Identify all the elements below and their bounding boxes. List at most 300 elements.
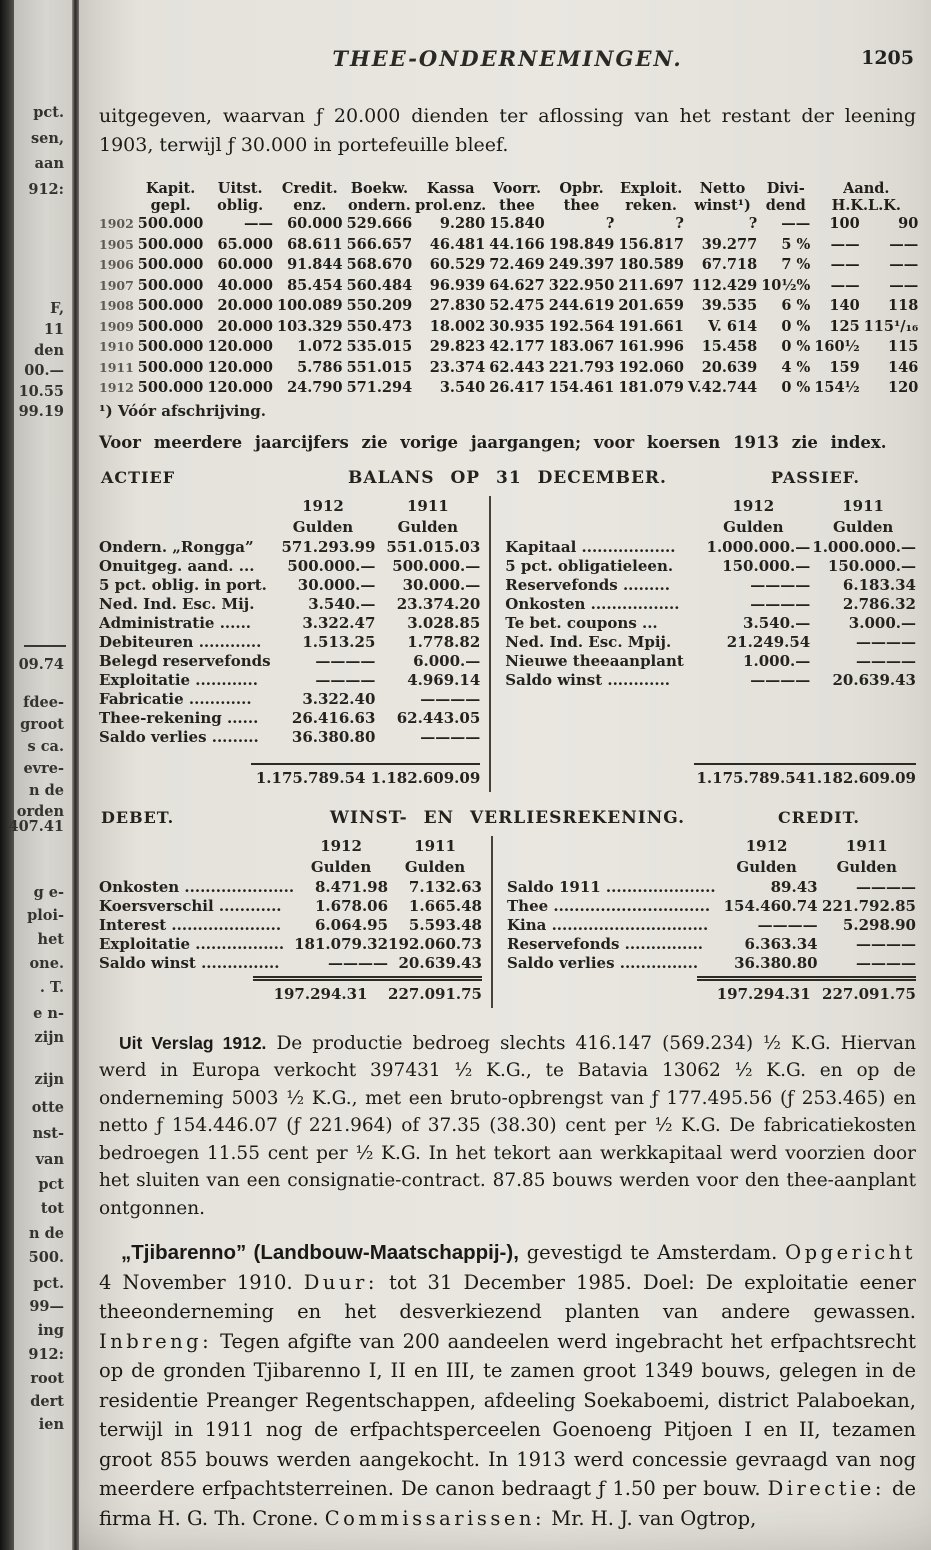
value-cell: 161.996 (618, 338, 684, 355)
currency-header: Gulden (397, 517, 459, 536)
currency-header: Gulden (736, 857, 797, 876)
currency-header-row (507, 857, 916, 878)
value-cell: 1.778.82 (407, 632, 481, 651)
value-cell: 8.471.98 (314, 877, 389, 896)
value-cell: ———— (315, 651, 376, 670)
value-cell: ———— (420, 689, 481, 708)
column-header: reken. (625, 197, 677, 214)
value-cell: ———— (315, 670, 376, 689)
value-cell: 91.844 (287, 256, 343, 273)
value-cell: 1.665.48 (408, 896, 482, 915)
value-cell: 500.000 (137, 235, 204, 253)
value-cell: 6.000.— (413, 651, 481, 670)
margin-text-fragment: pct. (33, 1275, 64, 1292)
row-label: Saldo verlies ............... (507, 953, 699, 972)
value-cell: V.42.744 (687, 379, 758, 396)
year-cell: 1906 (99, 257, 134, 272)
table-row (507, 897, 916, 916)
row-label: Fabricatie ............ (99, 689, 252, 708)
passief-total-row (505, 763, 916, 792)
value-cell: 1.072 (297, 338, 343, 355)
row-label: Reservefonds ............... (507, 934, 704, 953)
value-cell: 89.43 (770, 877, 818, 896)
margin-text-fragment: van (35, 1151, 64, 1168)
value-cell: V. 614 (708, 317, 758, 335)
value-cell: 211.697 (618, 276, 684, 294)
value-cell: —— (830, 276, 860, 294)
value-cell: 46.481 (429, 235, 486, 253)
value-cell: 120 (888, 379, 919, 396)
value-cell: 1.000.000.— (706, 537, 811, 556)
value-cell: 72.469 (489, 256, 545, 273)
row-label: Onkosten ..................... (99, 877, 295, 896)
column-header: enz. (293, 197, 327, 214)
passief-label: PASSIEF. (770, 467, 860, 487)
currency-header: Gulden (832, 517, 894, 536)
value-cell: 42.177 (489, 338, 545, 355)
year-header: 1912 (732, 496, 775, 515)
column-header: thee (499, 197, 535, 214)
column-header: Aand. (843, 180, 890, 197)
value-cell: 115 (888, 338, 919, 355)
value-cell: 180.589 (618, 256, 684, 273)
value-cell: 6.363.34 (744, 934, 818, 953)
credit-total-row (507, 976, 916, 1008)
value-cell: 100 (829, 215, 860, 232)
value-cell: 500.000 (137, 358, 204, 376)
value-cell: 571.294 (346, 379, 413, 396)
credit-table (493, 836, 916, 1008)
total-row (99, 764, 480, 792)
fin-table-head (505, 496, 916, 538)
column-header: Netto (699, 180, 746, 197)
currency-header: Gulden (404, 857, 466, 876)
table-row (99, 916, 482, 935)
book-gutter-shadow (0, 0, 14, 1550)
value-cell: 52.475 (489, 297, 545, 314)
value-cell: 550.209 (346, 297, 413, 314)
value-cell: 3.540.— (743, 613, 811, 632)
intro-paragraph: uitgegeven, waarvan ƒ 20.000 dienden ter aflossing van het restant der leening 1903, terwijl ƒ 30.000 in portefeuille bleef. (99, 105, 916, 156)
table-row (99, 214, 920, 235)
value-cell: 7 % (781, 256, 811, 273)
column-header: Opbr. (559, 180, 604, 197)
value-cell: 4 % (781, 358, 811, 376)
profit-loss-title: WINST- EN VERLIESREKENING. (329, 807, 686, 828)
value-cell: 39.277 (701, 235, 758, 253)
table-row (505, 576, 916, 595)
page-header (99, 46, 916, 72)
table-row (99, 728, 480, 747)
profit-loss-section (99, 808, 916, 1008)
value-cell: 26.417 (489, 379, 545, 396)
value-cell: ———— (856, 651, 916, 670)
total-value: 197.294.31 (697, 978, 810, 1008)
value-cell: 24.790 (287, 379, 343, 396)
overview-table (99, 180, 920, 399)
table-row (99, 935, 482, 954)
margin-text-fragment: 00.— (24, 362, 64, 379)
value-cell: 18.002 (429, 317, 486, 335)
column-header: Exploit. (619, 180, 683, 197)
value-cell: 3.540 (439, 379, 486, 396)
table-row (99, 337, 920, 358)
margin-text-fragment: pct (38, 1176, 64, 1193)
value-cell: 154½ (814, 379, 860, 396)
column-header: H.K.L.K. (831, 197, 901, 214)
value-cell: 500.000 (137, 379, 204, 396)
total-value: 227.091.75 (811, 978, 916, 1008)
value-cell: 5.298.90 (842, 915, 916, 934)
table-row (99, 276, 920, 297)
profit-loss-section-header (99, 808, 916, 832)
year-cell: 1905 (99, 236, 134, 252)
value-cell: 85.454 (287, 276, 343, 294)
table-row (507, 878, 916, 897)
currency-header: Gulden (310, 857, 372, 876)
value-cell: 62.443 (489, 358, 545, 376)
column-header: Kapit. (145, 180, 196, 197)
value-cell: 1.678.06 (314, 896, 389, 915)
year-cell: 1911 (99, 359, 134, 375)
table-row (99, 595, 480, 614)
text-segment: Tegen afgifte van 200 aandeelen werd ingebracht het erfpachtsrecht op de gronden Tjibarenno I, II en III, te zamen groot 1349 bouws, gelegen in de residentie Preanger Regentschappen, afdeeling Soekaboemi, district Palaboekan, terwijl in 1911 nog de erfpachtsperceelen Goenoeng Pitjoen I en II, tezamen groot 855 bouws werden aangekocht. In 1913 werd concessie gevraagd van nog meerdere erfpachtsterreinen. De canon bedraagt ƒ 1.50 per bouw. (99, 1329, 916, 1500)
table-row (99, 671, 480, 690)
value-cell: 103.329 (276, 317, 343, 335)
total-value: 1.175.789.54 (694, 764, 806, 792)
margin-text-fragment: 99— (29, 1298, 64, 1315)
value-cell: 125 (829, 317, 860, 335)
row-label: Saldo verlies ......... (99, 727, 259, 746)
table-row (505, 595, 916, 614)
year-header-row (99, 496, 480, 517)
margin-text-fragment: nst- (32, 1125, 64, 1142)
value-cell: 20.000 (217, 297, 273, 314)
value-cell: 29.823 (429, 338, 486, 355)
text-segment: Duur: (303, 1270, 378, 1294)
table-row (505, 614, 916, 633)
value-cell: 60.000 (287, 215, 343, 232)
value-cell: 192.564 (548, 317, 615, 335)
table-row (99, 538, 480, 557)
value-cell: 9.280 (439, 215, 486, 232)
column-header: Uitst. (217, 180, 263, 197)
row-label: Thee-rekening ...... (99, 708, 259, 727)
value-cell: 160½ (814, 338, 860, 355)
verslag-body: De productie bedroeg slechts 416.147 (569.234) ½ K.G. Hiervan werd in Europa verkocht 397431 ½ K.G., te Batavia 13062 ½ K.G. en op de onderneming 5003 ½ K.G., met een bruto-opbrengst van ƒ 177.495.56 (ƒ 253.465) en netto ƒ 154.446.07 (ƒ 221.964) of 37.35 (38.30) cent per ½ K.G. De fabricatiekosten bedroegen 11.55 cent per ½ K.G. In het tekort aan werkkapitaal werd voorzien door het sluiten van een consignatie-contract. 87.85 bouws werden voor den thee-aanplant ontgonnen. (99, 1032, 916, 1219)
value-cell: —— (830, 256, 860, 273)
value-cell: 6.064.95 (314, 915, 389, 934)
margin-text-fragment: orden (16, 803, 64, 820)
total-value: 1.182.609.09 (806, 764, 916, 792)
value-cell: 500.000 (137, 276, 204, 294)
table-row (505, 538, 916, 557)
value-cell: 551.015 (346, 358, 413, 376)
margin-text-fragment: ien (38, 1416, 64, 1433)
value-cell: 90 (898, 215, 919, 232)
value-cell: —— (889, 235, 919, 253)
margin-text-fragment: tot (40, 1200, 64, 1217)
row-label: Interest ..................... (99, 915, 282, 934)
fin-table-body (507, 878, 916, 973)
value-cell: 551.015.03 (386, 537, 481, 556)
margin-text-fragment: g e- (33, 884, 64, 901)
value-cell: 23.374.20 (396, 594, 481, 613)
value-cell: 30.000.— (297, 575, 376, 594)
row-label: Debiteuren ............ (99, 632, 262, 651)
row-label: Kina .............................. (507, 915, 709, 934)
value-cell: 150.000.— (722, 556, 811, 575)
year-header-row (507, 836, 916, 857)
margin-text-fragment: s ca. (27, 738, 64, 755)
text-segment: 4 November 1910. (99, 1270, 304, 1294)
adjacent-page-edge (8, 0, 72, 1550)
debet-table (99, 836, 493, 1008)
column-header: gepl. (150, 197, 191, 214)
value-cell: ———— (757, 915, 818, 934)
value-cell: 1.000.— (743, 651, 811, 670)
value-cell: 181.079.32 (294, 934, 389, 953)
value-cell: 30.935 (489, 317, 545, 335)
row-label: Saldo winst ............ (505, 670, 671, 689)
value-cell: 3.000.— (848, 613, 916, 632)
row-label: Belegd reservefonds (99, 651, 271, 670)
value-cell: 20.639.43 (832, 670, 916, 689)
value-cell: ———— (856, 877, 916, 896)
margin-text-fragment: 10.55 (18, 383, 64, 400)
value-cell: 40.000 (217, 276, 273, 294)
debet-total-row (99, 976, 482, 1008)
value-cell: 10½% (761, 276, 811, 294)
row-label: Saldo winst ............... (99, 953, 280, 972)
value-cell: 156.817 (618, 235, 684, 253)
value-cell: 5.786 (297, 358, 343, 376)
value-cell: 2.786.32 (842, 594, 916, 613)
year-header: 1912 (320, 836, 362, 855)
fin-table-head (99, 496, 480, 538)
margin-text-fragment: aan (34, 155, 64, 172)
column-header: Divi- (766, 180, 805, 197)
table-row (505, 652, 916, 671)
value-cell: ———— (750, 575, 811, 594)
see-index-note: Voor meerdere jaarcijfers zie vorige jaargangen; voor koersen 1913 zie index. (99, 432, 887, 452)
year-cell: 1908 (99, 298, 134, 313)
value-cell: —— (781, 215, 811, 232)
value-cell: —— (889, 276, 919, 294)
value-cell: 244.619 (548, 297, 615, 314)
margin-text-fragment: ing (37, 1322, 64, 1339)
fin-table-body (99, 538, 480, 747)
margin-text-fragment: e n- (33, 1005, 64, 1022)
balance-section (99, 468, 916, 792)
margin-text-fragment: 407.41 (8, 818, 64, 835)
value-cell: 20.000 (217, 317, 273, 335)
value-cell: 100.089 (276, 297, 343, 314)
balance-tables (99, 496, 916, 792)
row-label: Nieuwe theeaanplant (505, 651, 684, 670)
margin-text-fragment: fdee- (23, 694, 64, 711)
value-cell: ? (748, 215, 758, 232)
value-cell: 500.000 (137, 215, 204, 232)
value-cell: 5 % (781, 235, 811, 253)
margin-text-fragment: root (30, 1370, 64, 1387)
value-cell: 27.830 (429, 297, 486, 314)
value-cell: 6.183.34 (842, 575, 916, 594)
value-cell: 181.079 (618, 379, 684, 396)
table-row (99, 358, 920, 379)
column-header: winst¹) (694, 197, 751, 214)
currency-header: Gulden (292, 517, 354, 536)
value-cell: 529.666 (346, 215, 413, 232)
margin-text-fragment: one. (29, 955, 64, 972)
text-segment: Mr. H. J. van Ogtrop, (545, 1506, 757, 1530)
value-cell: 154.460.74 (723, 896, 818, 915)
margin-text-fragment: sen, (31, 130, 64, 147)
year-header: 1911 (842, 496, 884, 515)
value-cell: 15.840 (489, 215, 545, 232)
table-row (99, 317, 920, 338)
year-header-row (99, 836, 482, 857)
margin-text-fragment: zijn (34, 1071, 64, 1088)
value-cell: 20.639.43 (398, 953, 482, 972)
table-footnote: ¹) Vóór afschrijving. (99, 401, 266, 420)
total-value: 1.175.789.54 (251, 764, 366, 792)
value-cell: 0 % (781, 317, 811, 335)
total-row (99, 978, 482, 1008)
verslag-lead: Uit Verslag 1912. (119, 1032, 267, 1053)
row-label: Kapitaal .................. (505, 537, 676, 556)
table-row (505, 671, 916, 690)
value-cell: 500.000 (137, 317, 204, 335)
value-cell: 120.000 (207, 379, 273, 396)
margin-text-fragment: dert (30, 1393, 64, 1410)
row-label: Onuitgeg. aand. ... (99, 556, 255, 575)
value-cell: 20.639 (701, 358, 758, 376)
currency-header-row (99, 857, 482, 878)
page-title: THEE-ONDERNEMINGEN. (332, 46, 683, 71)
total-value: 197.294.31 (253, 978, 367, 1008)
page-content (79, 0, 931, 1533)
value-cell: 65.000 (217, 235, 273, 253)
table-row (507, 954, 916, 973)
value-cell: —— (243, 215, 273, 232)
year-header-row (505, 496, 916, 517)
margin-text-fragment: groot (20, 716, 64, 733)
value-cell: 0 % (781, 338, 811, 355)
value-cell: 36.380.80 (734, 953, 818, 972)
value-cell: 192.060.73 (388, 934, 482, 953)
column-header: thee (563, 197, 600, 214)
value-cell: 500.000.— (392, 556, 481, 575)
text-segment: Directie: (767, 1477, 885, 1500)
value-cell: 3.028.85 (407, 613, 481, 632)
tjibarenno-paragraph (99, 1238, 916, 1533)
value-cell: 146 (888, 358, 919, 376)
text-segment: gevestigd te Amsterdam. (518, 1241, 786, 1264)
year-header: 1911 (845, 836, 888, 855)
balance-passief-table (491, 496, 916, 792)
table-row (99, 633, 480, 652)
value-cell: 198.849 (548, 235, 615, 253)
value-cell: 21.249.54 (726, 632, 811, 651)
table-row (99, 897, 482, 916)
column-header: dend (765, 197, 806, 214)
column-header: Credit. (281, 180, 338, 197)
margin-text-fragment: F, (50, 300, 64, 317)
margin-rule (24, 645, 66, 647)
value-cell: 120.000 (207, 338, 273, 355)
margin-text-fragment: n de (29, 782, 64, 799)
value-cell: 221.792.85 (822, 896, 916, 915)
value-cell: 568.670 (346, 256, 413, 273)
table-row (99, 614, 480, 633)
margin-text-fragment: evre- (23, 760, 64, 777)
year-cell: 1910 (99, 339, 134, 354)
balance-section-header (99, 468, 916, 492)
value-cell: 64.627 (489, 276, 545, 294)
margin-text-fragment: ploi- (27, 907, 64, 924)
fin-table-body (99, 878, 482, 973)
total-row (507, 978, 916, 1008)
currency-header-row (505, 517, 916, 538)
currency-header: Gulden (723, 517, 784, 536)
value-cell: 535.015 (346, 338, 413, 355)
currency-header-row (99, 517, 480, 538)
table-row (99, 878, 482, 897)
value-cell: 183.067 (548, 338, 615, 355)
year-header: 1911 (414, 836, 456, 855)
actief-label: ACTIEF (101, 467, 176, 487)
table-row (99, 378, 920, 399)
row-label: Ondern. „Rongga” (99, 537, 254, 556)
value-cell: 192.060 (618, 358, 684, 376)
margin-text-fragment: den (34, 342, 64, 359)
column-header: Boekw. (350, 180, 409, 197)
page-separator-line (72, 0, 79, 1550)
row-label: Saldo 1911 ..................... (507, 877, 716, 896)
text-segment: Opgericht (785, 1241, 917, 1264)
row-label: Exploitatie ............ (99, 670, 258, 689)
actief-total-row (99, 763, 480, 792)
table-row (99, 690, 480, 709)
total-row (505, 764, 916, 792)
value-cell: 36.380.80 (291, 727, 376, 746)
row-label: Koersverschil ............ (99, 896, 282, 915)
value-cell: 0 % (781, 379, 811, 396)
value-cell: ———— (328, 953, 389, 972)
profit-loss-tables (99, 836, 916, 1008)
margin-text-fragment: het (37, 931, 64, 948)
row-label: Reservefonds ......... (505, 575, 670, 594)
value-cell: 566.657 (346, 235, 413, 253)
value-cell: 4.969.14 (407, 670, 481, 689)
value-cell: ? (605, 215, 615, 232)
row-label: 5 pct. obligatieleen. (505, 556, 674, 575)
year-header: 1911 (406, 496, 449, 515)
margin-text-fragment: 99.19 (18, 403, 64, 420)
value-cell: 560.484 (346, 276, 413, 294)
fin-table-head (507, 836, 916, 878)
text-segment: tot 31 December 1985. Doel: De exploitatie eener theeonderneming en het desverkiezend planten van andere gewassen. (99, 1270, 916, 1323)
value-cell: 500.000.— (287, 556, 376, 575)
column-header: Voorr. (492, 180, 542, 197)
value-cell: ———— (856, 953, 916, 972)
margin-text-fragment: 912: (28, 181, 64, 198)
value-cell: 5.593.48 (408, 915, 482, 934)
value-cell: 500.000 (137, 297, 204, 314)
value-cell: 249.397 (548, 256, 615, 273)
value-cell: ———— (750, 594, 811, 613)
